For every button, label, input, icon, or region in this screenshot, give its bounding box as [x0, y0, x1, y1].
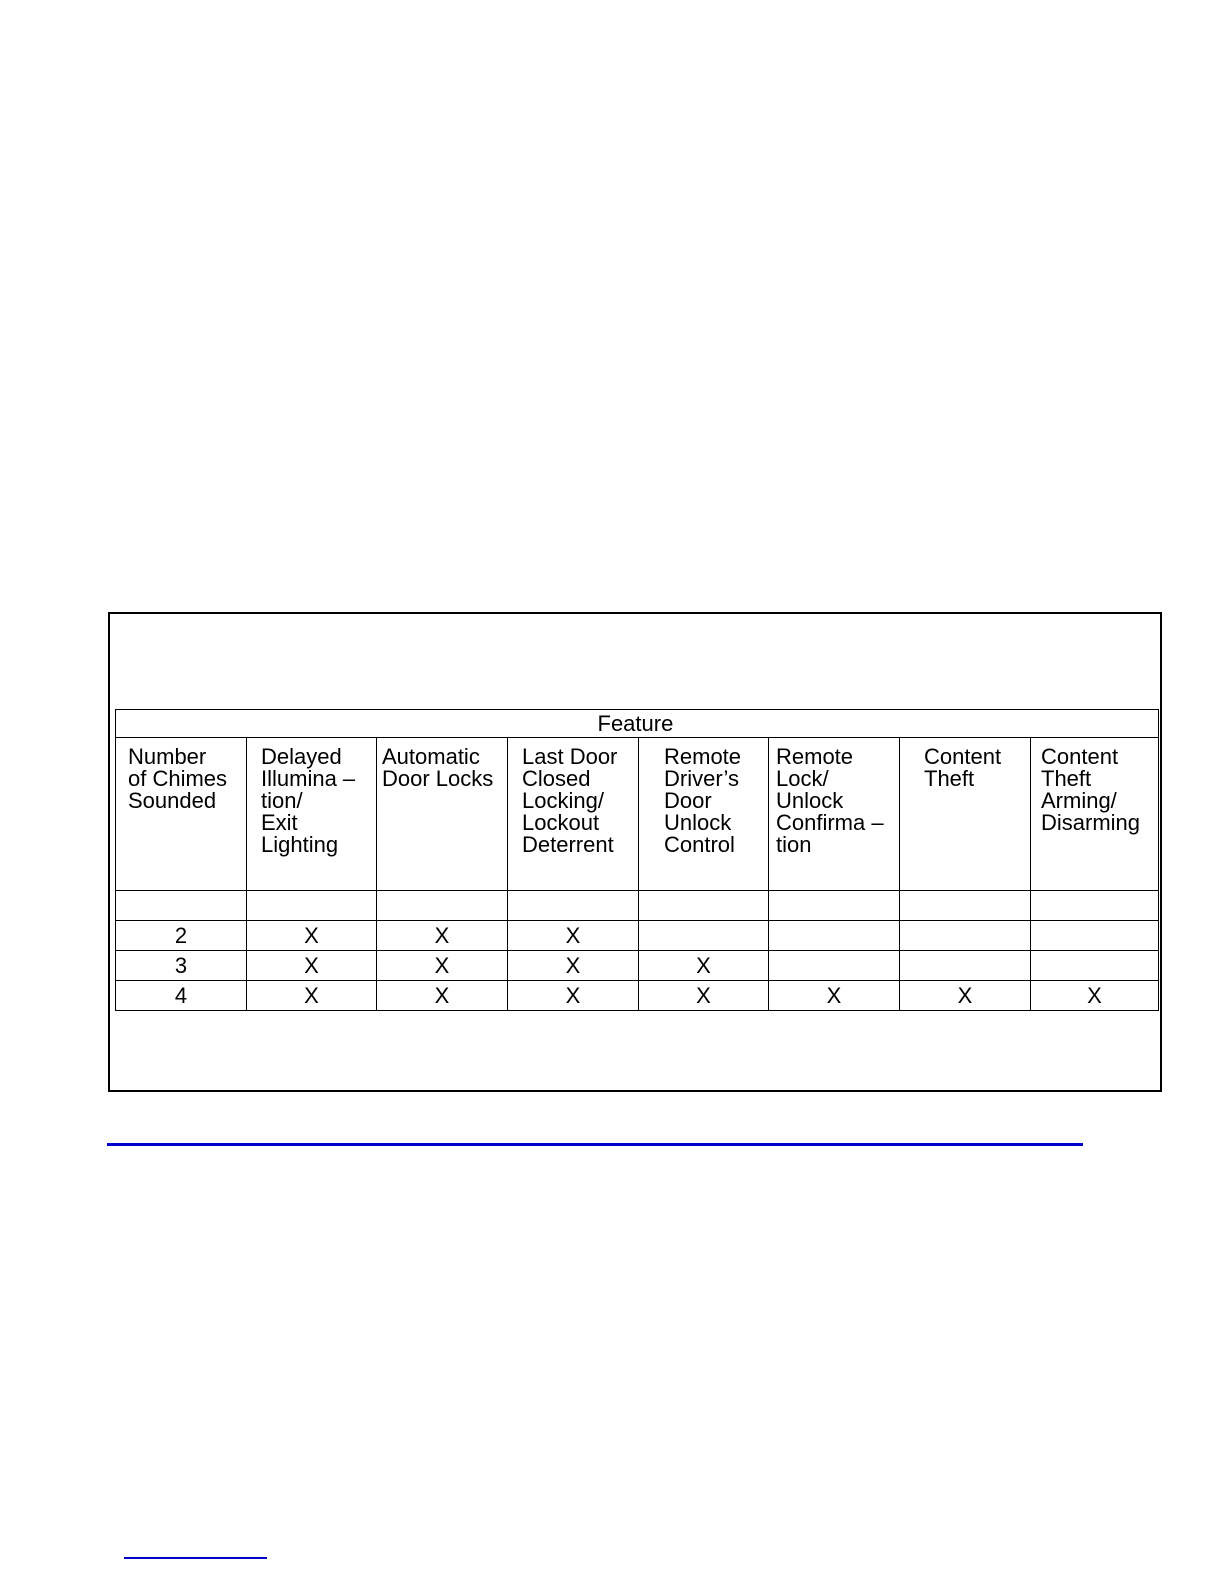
header-chimes-sounded: Number of Chimes Sounded	[116, 738, 247, 891]
table-cell: X	[508, 951, 639, 981]
table-row	[116, 921, 1159, 951]
table-cell: X	[377, 921, 508, 951]
feature-label: Feature	[247, 710, 1159, 738]
table-cell: X	[508, 921, 639, 951]
blank-row	[116, 891, 1159, 921]
table-cell: X	[247, 951, 377, 981]
table-cell: X	[900, 981, 1031, 1011]
table-cell: X	[377, 951, 508, 981]
table-cell: X	[769, 981, 900, 1011]
footer-link-underline[interactable]	[124, 1557, 267, 1559]
table-cell: 3	[116, 951, 247, 981]
header-content-theft: Content Theft	[900, 738, 1031, 891]
section-divider	[107, 1143, 1083, 1146]
header-delayed-illumination: Delayed Illumina – tion/ Exit Lighting	[247, 738, 377, 891]
table-cell	[769, 921, 900, 951]
header-automatic-door-locks: Automatic Door Locks	[377, 738, 508, 891]
table-row	[116, 981, 1159, 1011]
table-cell	[639, 921, 769, 951]
chime-feature-table	[115, 709, 1159, 1011]
table-cell	[900, 921, 1031, 951]
table-cell: X	[639, 951, 769, 981]
table-cell: X	[377, 981, 508, 1011]
table-cell	[769, 951, 900, 981]
table-cell: X	[508, 981, 639, 1011]
table-cell: X	[247, 921, 377, 951]
table-row	[116, 951, 1159, 981]
table-cell: X	[639, 981, 769, 1011]
table-cell: 2	[116, 921, 247, 951]
table-cell: X	[247, 981, 377, 1011]
header-last-door-closed-locking: Last Door Closed Locking/ Lockout Deterrent	[508, 738, 639, 891]
table-cell	[1031, 951, 1159, 981]
header-remote-lock-unlock-confirmation: Remote Lock/ Unlock Confirma – tion	[769, 738, 900, 891]
table-cell: 4	[116, 981, 247, 1011]
header-content-theft-arming: Content Theft Arming/ Disarming	[1031, 738, 1159, 891]
column-header-row	[116, 738, 1159, 891]
corner-cell	[116, 710, 247, 738]
feature-header-row	[116, 710, 1159, 738]
table-cell	[1031, 921, 1159, 951]
header-remote-drivers-door-unlock: Remote Driver’s Door Unlock Control	[639, 738, 769, 891]
table-cell: X	[1031, 981, 1159, 1011]
table-cell	[900, 951, 1031, 981]
